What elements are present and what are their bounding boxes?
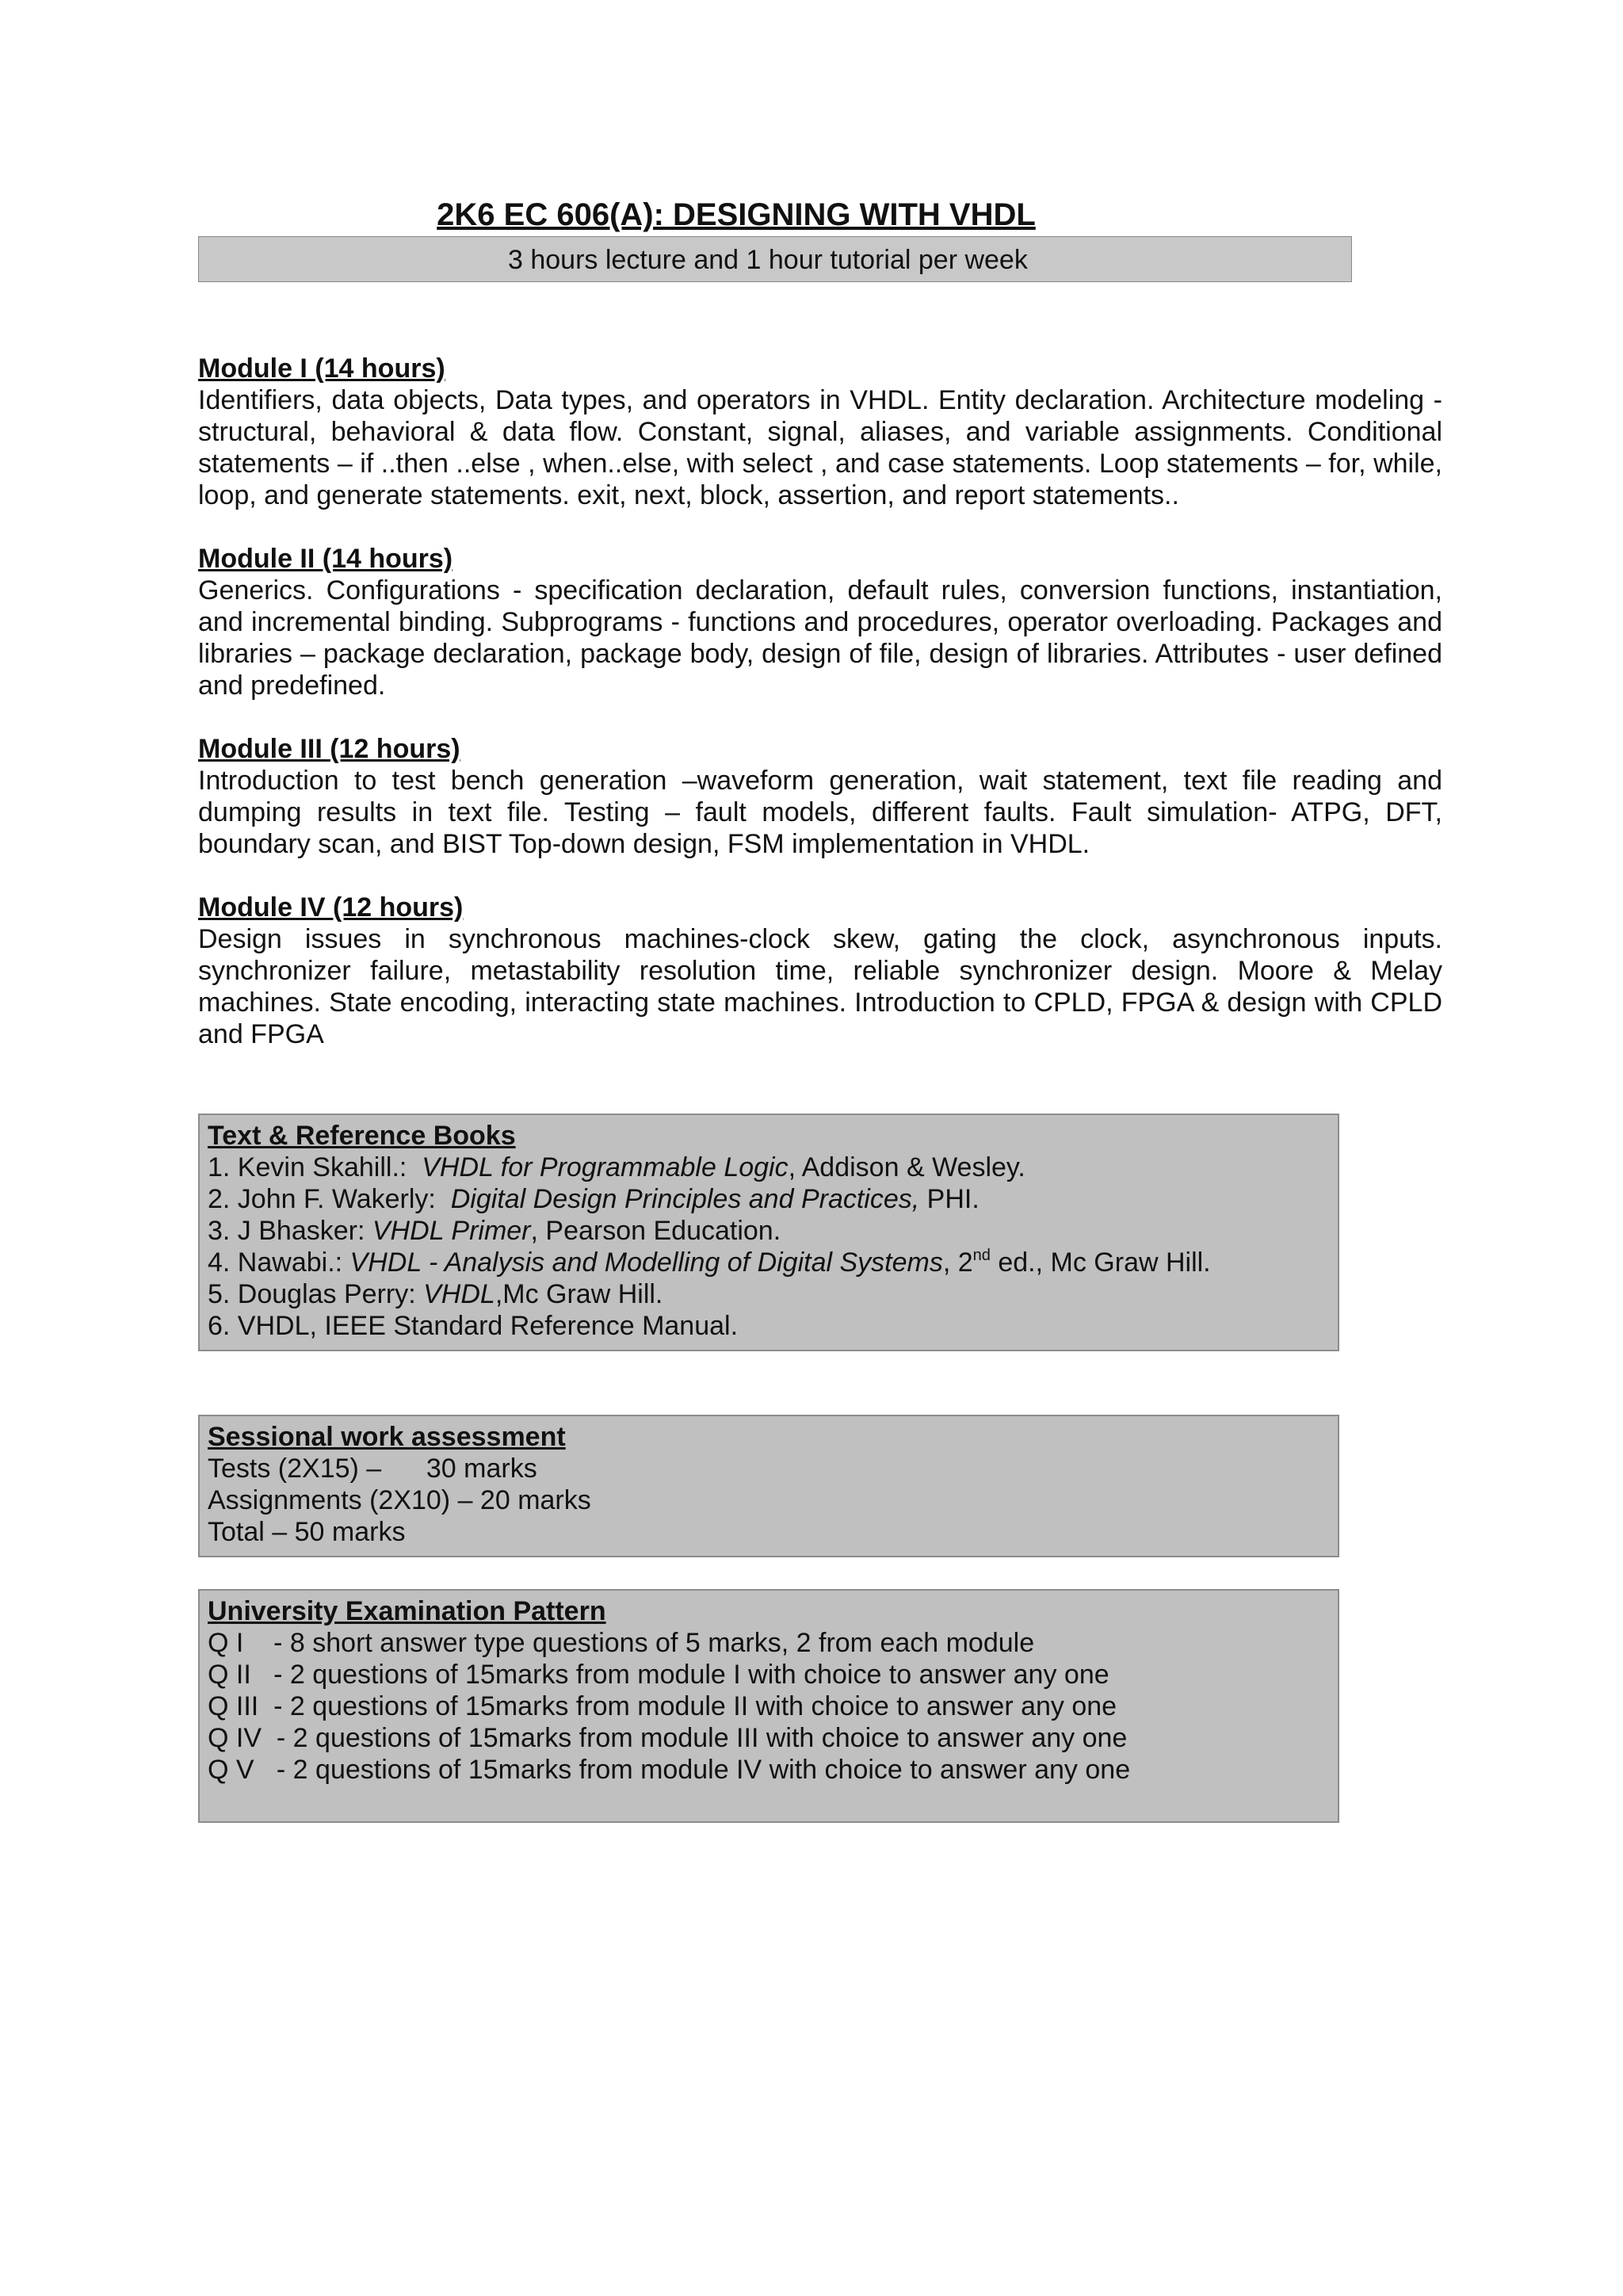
- exam-question-line: Q V - 2 questions of 15marks from module IV with choice to answer any one: [208, 1755, 1131, 1785]
- sessional-assessment-box: [198, 1415, 1339, 1557]
- module-1-body: Identifiers, data objects, Data types, and operators in VHDL. Entity declaration. Architecture modeling - structural, behavioral & data flow. Constant, signal, aliases, and variable assignments. Conditional statements – if ..then ..else , when..else, with select , and case statements. Loop statements – for, while, loop, and generate statements. exit, next, block, assertion, and report statements..: [198, 385, 1442, 510]
- exam-question-line: Q III - 2 questions of 15marks from module II with choice to answer any one: [208, 1691, 1117, 1721]
- exam-pattern-heading: University Examination Pattern: [208, 1596, 606, 1626]
- reference-item: 3. J Bhasker: VHDL Primer, Pearson Education.: [208, 1216, 781, 1246]
- reference-books-box: [198, 1114, 1339, 1351]
- module-4-heading: Module IV (12 hours): [198, 892, 464, 923]
- module-3-body: Introduction to test bench generation –waveform generation, wait statement, text file reading and dumping results in text file. Testing – fault models, different faults. Fault simulation- ATPG, DFT, boundary scan, and BIST Top-down design, FSM implementation in VHDL.: [198, 766, 1442, 859]
- reference-item: 2. John F. Wakerly: Digital Design Principles and Practices, PHI.: [208, 1184, 980, 1214]
- sessional-line: Total – 50 marks: [208, 1517, 406, 1547]
- course-hours-bar: [198, 236, 1352, 282]
- module-2-body: Generics. Configurations - specification declaration, default rules, conversion functions, instantiation, and incremental binding. Subprograms - functions and procedures, operator overloading. Packages and libraries – package declaration, package body, design of file, design of libraries. Attributes - user defined and predefined.: [198, 575, 1442, 701]
- course-hours-text: 3 hours lecture and 1 hour tutorial per week: [508, 245, 1028, 275]
- module-4: [198, 892, 1442, 1050]
- exam-question-line: Q II - 2 questions of 15marks from module I with choice to answer any one: [208, 1660, 1109, 1690]
- exam-question-line: Q I - 8 short answer type questions of 5 marks, 2 from each module: [208, 1628, 1035, 1658]
- module-1: [198, 353, 1442, 511]
- module-4-body: Design issues in synchronous machines-clock skew, gating the clock, asynchronous inputs. synchronizer failure, metastability resolution time, reliable synchronizer design. Moore & Melay machines. State encoding, interacting state machines. Introduction to CPLD, FPGA & design with CPLD and FPGA: [198, 924, 1442, 1049]
- sessional-line: Assignments (2X10) – 20 marks: [208, 1485, 591, 1515]
- exam-question-line: Q IV - 2 questions of 15marks from module III with choice to answer any one: [208, 1723, 1128, 1753]
- reference-item: 5. Douglas Perry: VHDL,Mc Graw Hill.: [208, 1279, 663, 1309]
- reference-item: 1. Kevin Skahill.: VHDL for Programmable Logic, Addison & Wesley.: [208, 1152, 1025, 1182]
- reference-item: 4. Nawabi.: VHDL - Analysis and Modelling of Digital Systems, 2nd ed., Mc Graw Hill.: [208, 1247, 1211, 1278]
- reference-item: 6. VHDL, IEEE Standard Reference Manual.: [208, 1311, 739, 1341]
- sessional-assessment-heading: Sessional work assessment: [208, 1422, 566, 1452]
- module-1-heading: Module I (14 hours): [198, 353, 445, 384]
- module-3: [198, 733, 1442, 860]
- reference-books-heading: Text & Reference Books: [208, 1121, 516, 1151]
- sessional-line: Tests (2X15) – 30 marks: [208, 1454, 537, 1484]
- course-title: 2K6 EC 606(A): DESIGNING WITH VHDL: [437, 197, 1036, 232]
- module-2: [198, 543, 1442, 701]
- module-3-heading: Module III (12 hours): [198, 734, 460, 764]
- exam-pattern-box: [198, 1589, 1339, 1823]
- module-2-heading: Module II (14 hours): [198, 544, 453, 574]
